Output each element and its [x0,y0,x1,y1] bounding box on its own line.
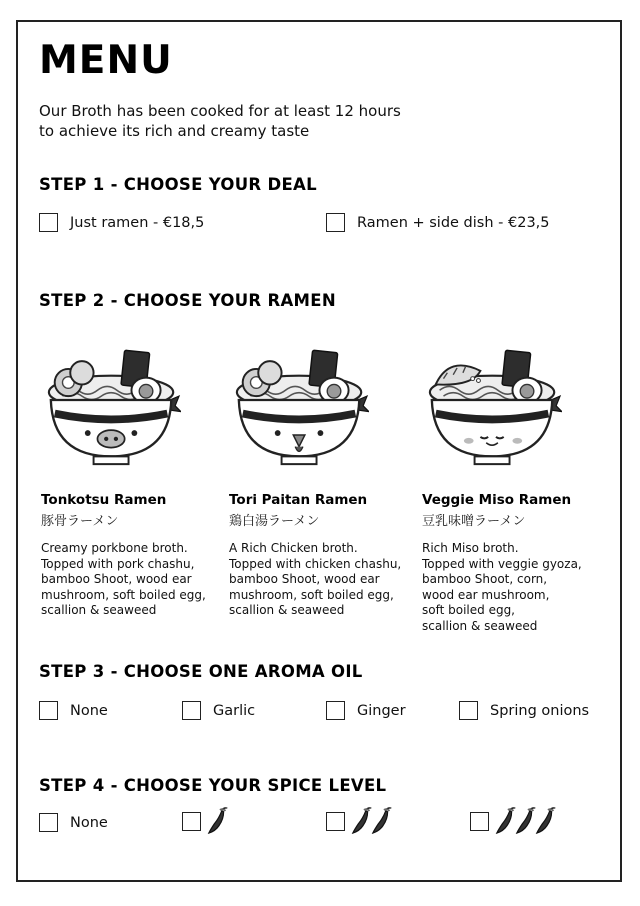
oil-label-none: None [70,702,108,719]
deal-option-ramen-side[interactable] [326,213,550,232]
spice-option-none[interactable] [39,813,108,832]
veggie-miso-bowl-icon [426,330,562,470]
tonkotsu-bowl-icon [45,330,181,470]
ramen-desc-tori-paitan: A Rich Chicken broth. Topped with chicken chashu, bamboo Shoot, wood ear mushroom, soft boiled egg, scallion & seaweed [229,541,402,617]
intro-line-2: to achieve its rich and creamy taste [39,122,310,140]
spice-option-level-3[interactable] [470,806,555,836]
chili-pepper-icon [207,806,231,836]
ramen-desc-tonkotsu: Creamy porkbone broth. Topped with pork chashu, bamboo Shoot, wood ear mushroom, soft boiled egg, scallion & seaweed [41,541,206,617]
oil-checkbox-ginger[interactable] [326,701,345,720]
ramen-desc-veggie-miso: Rich Miso broth. Topped with veggie gyoza, bamboo Shoot, corn, wood ear mushroom, soft boiled egg, scallion & seaweed [422,541,582,633]
ramen-name-tonkotsu: Tonkotsu Ramen [41,492,167,508]
oil-checkbox-spring-onions[interactable] [459,701,478,720]
tori-paitan-bowl-icon [233,330,369,470]
ramen-jp-tonkotsu: 豚骨ラーメン [41,514,119,529]
deal-checkbox-ramen-side[interactable] [326,213,345,232]
spice-peppers-level-2 [351,806,391,836]
oil-label-ginger: Ginger [357,702,406,719]
oil-option-garlic[interactable] [182,701,255,720]
step4-heading: STEP 4 - CHOOSE YOUR SPICE LEVEL [39,776,387,795]
oil-option-ginger[interactable] [326,701,406,720]
spice-checkbox-level-1[interactable] [182,812,201,831]
ramen-name-veggie-miso: Veggie Miso Ramen [422,492,572,508]
step1-heading: STEP 1 - CHOOSE YOUR DEAL [39,175,317,194]
deal-label-just-ramen: Just ramen - €18,5 [70,214,205,231]
step3-heading: STEP 3 - CHOOSE ONE AROMA OIL [39,662,363,681]
spice-checkbox-none[interactable] [39,813,58,832]
ramen-item-veggie-miso [422,330,602,634]
oil-checkbox-none[interactable] [39,701,58,720]
ramen-jp-veggie-miso: 豆乳味噌ラーメン [422,514,526,529]
deal-checkbox-just-ramen[interactable] [39,213,58,232]
spice-peppers-level-1 [207,806,227,836]
menu-intro [39,101,519,141]
spice-checkbox-level-3[interactable] [470,812,489,831]
chili-pepper-icon [535,806,559,836]
ramen-jp-tori-paitan: 鶏白湯ラーメン [229,514,320,529]
spice-option-level-1[interactable] [182,806,227,836]
intro-line-1: Our Broth has been cooked for at least 12 hours [39,102,401,120]
spice-label-none: None [70,814,108,831]
deal-option-just-ramen[interactable] [39,213,204,232]
menu-title: MENU [39,38,173,83]
oil-option-spring-onions[interactable] [459,701,589,720]
oil-checkbox-garlic[interactable] [182,701,201,720]
oil-option-none[interactable] [39,701,108,720]
ramen-item-tori-paitan [229,330,409,619]
deal-label-ramen-side: Ramen + side dish - €23,5 [357,214,550,231]
chili-pepper-icon [371,806,395,836]
oil-label-garlic: Garlic [213,702,256,719]
spice-peppers-level-3 [495,806,555,836]
ramen-name-tori-paitan: Tori Paitan Ramen [229,492,368,508]
spice-checkbox-level-2[interactable] [326,812,345,831]
ramen-item-tonkotsu [41,330,221,619]
oil-label-spring-onions: Spring onions [490,702,590,719]
spice-option-level-2[interactable] [326,806,391,836]
step2-heading: STEP 2 - CHOOSE YOUR RAMEN [39,291,336,310]
